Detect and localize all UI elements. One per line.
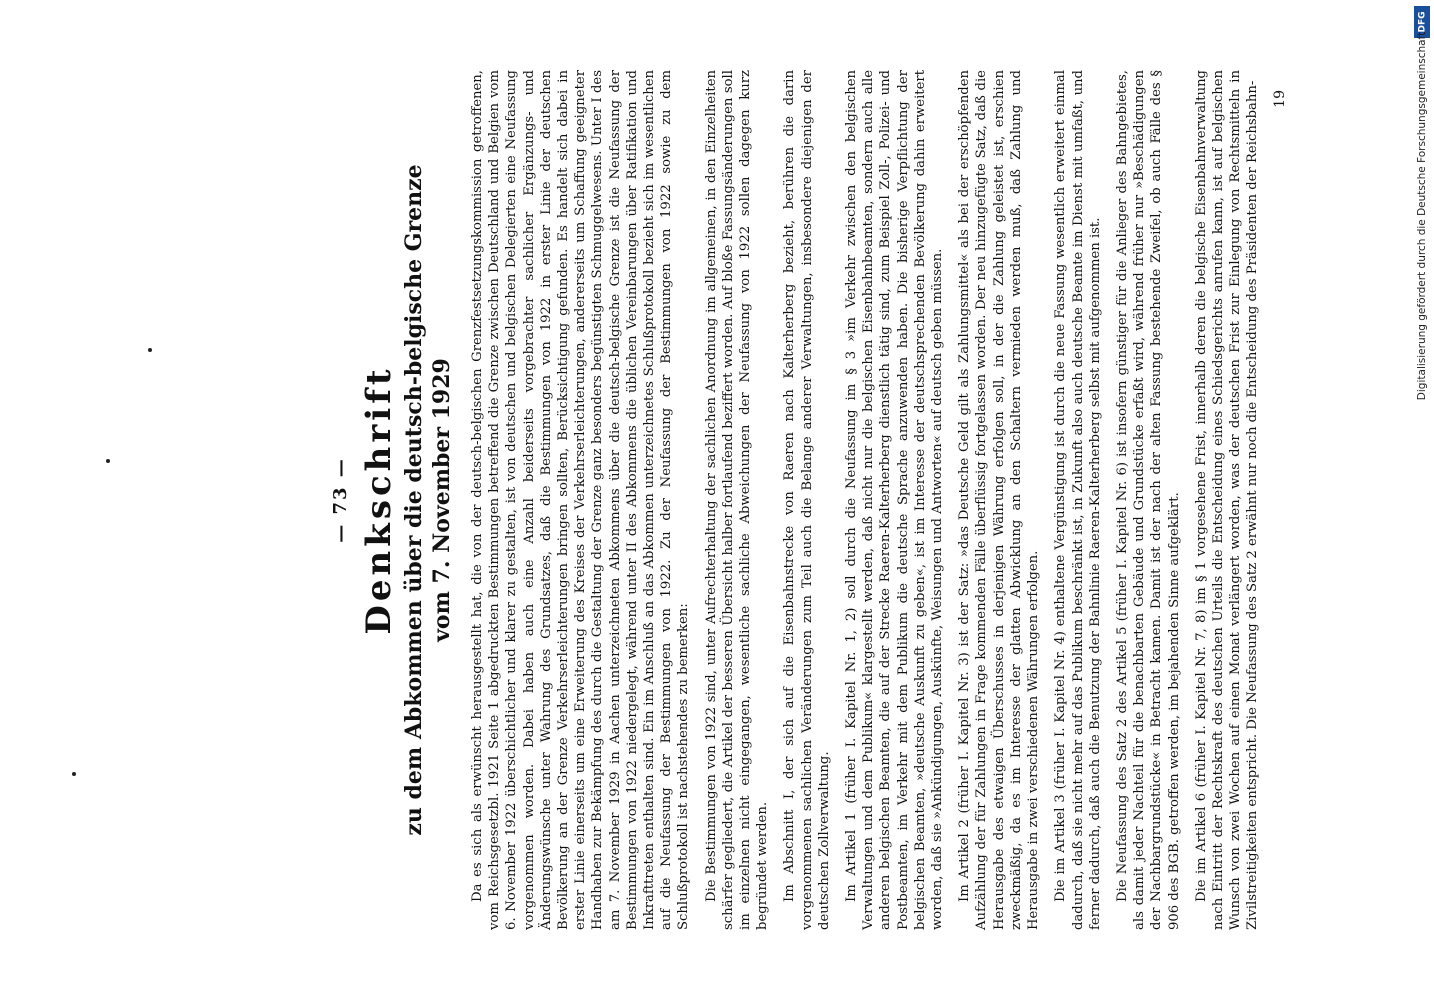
document-subtitle: zu dem Abkommen über die deutsch-belgische Grenze xyxy=(401,164,427,836)
scan-speck xyxy=(72,772,76,776)
digitization-sidebar xyxy=(1412,0,1432,1000)
paragraph-artikel-6: Die im Artikel 6 (früher I. Kapitel Nr. 7, 8) im § 1 vorgesehene Frist, innerhalb deren die belgische Eisenbahnverwaltung nach Eintritt der Rechtskraft des deutschen Urteils die Entscheidung eines Schiedsgerichts anrufen kann, ist auf belgischen Wunsch von zwei Wochen auf einen Monat verlängert worden, was der deutschen Frist zur Einlegung von Rechtsmitteln in Zivilstreitigkeiten entspricht. Die Neufassung des Satz 2 erwähnt nur noch die Entscheidung des Präsidenten der Reichsbahn- xyxy=(1193,70,1261,930)
signature-mark: 19 xyxy=(1271,90,1288,108)
scan-speck xyxy=(106,459,110,463)
digitization-credit: Digitalisierung gefördert durch die Deutsche Forschungsgemeinschaft xyxy=(1416,31,1428,401)
paragraph-intro: Da es sich als erwünscht herausgestellt hat, die von der deutsch-belgischen Grenzfestsetzungskommission getroffenen, vom Reichsgesetzbl. 1921 Seite 1 abgedruckten Bestimmungen betreffend die Grenze zwischen Deutschland und Belgien vom 6. November 1922 überschichtlicher und klarer zu gestalten, ist von deutschen und belgischen Delegierten eine Neufassung vorgenommen worden. Dabei haben auch eine Anzahl beiderseits vorgebrachter sachlicher Ergänzungs- und Änderungswünsche unter Wahrung des Grundsatzes, daß die Bestimmungen von 1922 in erster Linie der deutschen Bevölkerung an der Grenze Verkehrserleichterungen bringen sollten, Berücksichtigung gefunden. Es handelt sich dabei in erster Linie einerseits um eine Erweiterung des Kreises der Verkehrserleichterungen, andererseits um Schaffung geeigneter Handhaben zur Bekämpfung des durch die Gestaltung der Grenze ganz besonders begünstigten Schmuggelwesens. Unter I des am 7. November 1929 in Aachen unterzeichneten Abkommens über die deutsch-belgische Grenze ist die Neufassung der Bestimmungen von 1922 niedergelegt, während unter II des Abkommens die üblichen Vereinbarungen über Ratifikation und Inkrafttreten enthalten sind. Ein im Anschluß an das Abkommen unterzeichnetes Schlußprotokoll bezieht sich im wesentlichen auf die Neufassung der Bestimmungen von 1922. Zu der Neufassung der Bestimmungen von 1922 sowie zu dem Schlußprotokoll ist nachstehendes zu bemerken: xyxy=(470,70,692,930)
page-number: — 73 — xyxy=(330,457,351,543)
paragraph-artikel-3: Die im Artikel 3 (früher I. Kapitel Nr. 4) enthaltene Vergünstigung ist durch die neue Fassung wesentlich erweitert einmal dadurch, daß sie nicht mehr auf das Publikum beschränkt ist, in Zukunft also auch deutsche Beamte im Dienst mit umfaßt, und ferner dadurch, daß auch die Benutzung der Bahnlinie Raeren-Kalterherberg selbst mit aufgenommen ist. xyxy=(1053,70,1103,930)
document-title: Denkschrift xyxy=(359,365,399,635)
paragraph-artikel-2: Im Artikel 2 (früher I. Kapitel Nr. 3) ist der Satz: »das Deutsche Geld gilt als Zahlungsmittel« als bei der erschöpfenden Aufzählung der für Zahlungen in Frage kommenden Fälle überflüssig fortgelassen worden. Der neu hinzugefügte Satz, daß die Herausgabe des etwaigen Überschusses in derjenigen Währung erfolgen soll, in der die Zahlung geleistet ist, erschien zweckmäßig, da es im Interesse der glatten Abwicklung an den Schaltern vermieden werden muß, daß Zahlung und Herausgabe in zwei verschiedenen Währungen erfolgen. xyxy=(957,70,1042,930)
paragraph-abschnitt-1: Im Abschnitt I, der sich auf die Eisenbahnstrecke von Raeren nach Kalterherberg bezieht, berühren die darin vorgenommenen sachlichen Veränderungen zum Teil auch die Belange anderer Verwaltungen, insbesondere diejenigen der deutschen Zollverwaltung. xyxy=(782,70,832,930)
dfg-logo-text: DFG xyxy=(1417,11,1428,33)
scanned-page xyxy=(330,50,1288,950)
paragraph-general: Die Bestimmungen von 1922 sind, unter Aufrechterhaltung der sachlichen Anordnung im allgemeinen, in den Einzelheiten schärfer gegliedert, die Artikel der besseren Übersicht halber fortlaufend beziffert worden. Auf bloße Fassungsänderungen soll im einzelnen nicht eingegangen, wesentliche sachliche Abweichungen der Neufassung von 1922 sollen dagegen kurz begründet werden. xyxy=(703,70,771,930)
paragraph-artikel-1: Im Artikel 1 (früher I. Kapitel Nr. 1, 2) soll durch die Neufassung im § 3 »im Verkehr zwischen den belgischen Verwaltungen und dem Publikum« klargestellt werden, daß nicht nur die belgischen Eisenbahnbeamten, sondern auch alle anderen belgischen Beamten, die auf der Strecke Raeren-Kalterherberg dienstlich tätig sind, zum Beispiel Zoll-, Polizei- und Postbeamten, im Verkehr mit dem Publikum die deutsche Sprache anzuwenden haben. Die bisherige Verpflichtung der belgischen Beamten, »deutsche Auskunft zu geben«, ist im Interesse der deutschsprechenden Bevölkerung dahin erweitert worden, daß sie »Ankündigungen, Auskünfte, Weisungen und Antworten« auf deutsch geben müssen. xyxy=(844,70,946,930)
document-date: vom 7. November 1929 xyxy=(429,358,455,642)
paragraph-artikel-5: Die Neufassung des Satz 2 des Artikel 5 (früher I. Kapitel Nr. 6) ist insofern günstiger für die Anlieger des Bahngebietes, als damit jeder Nachteil für die benachbarten Gebäude und Grundstücke erfaßt wird, während früher nur »Beschädigungen der Nachbargrundstücke« in Betracht kamen. Damit ist der nach der alten Fassung bestehende Zweifel, ob auch Fälle des § 906 des BGB. getroffen werden, im bejahenden Sinne aufgeklärt. xyxy=(1114,70,1182,930)
scan-speck xyxy=(148,348,152,352)
